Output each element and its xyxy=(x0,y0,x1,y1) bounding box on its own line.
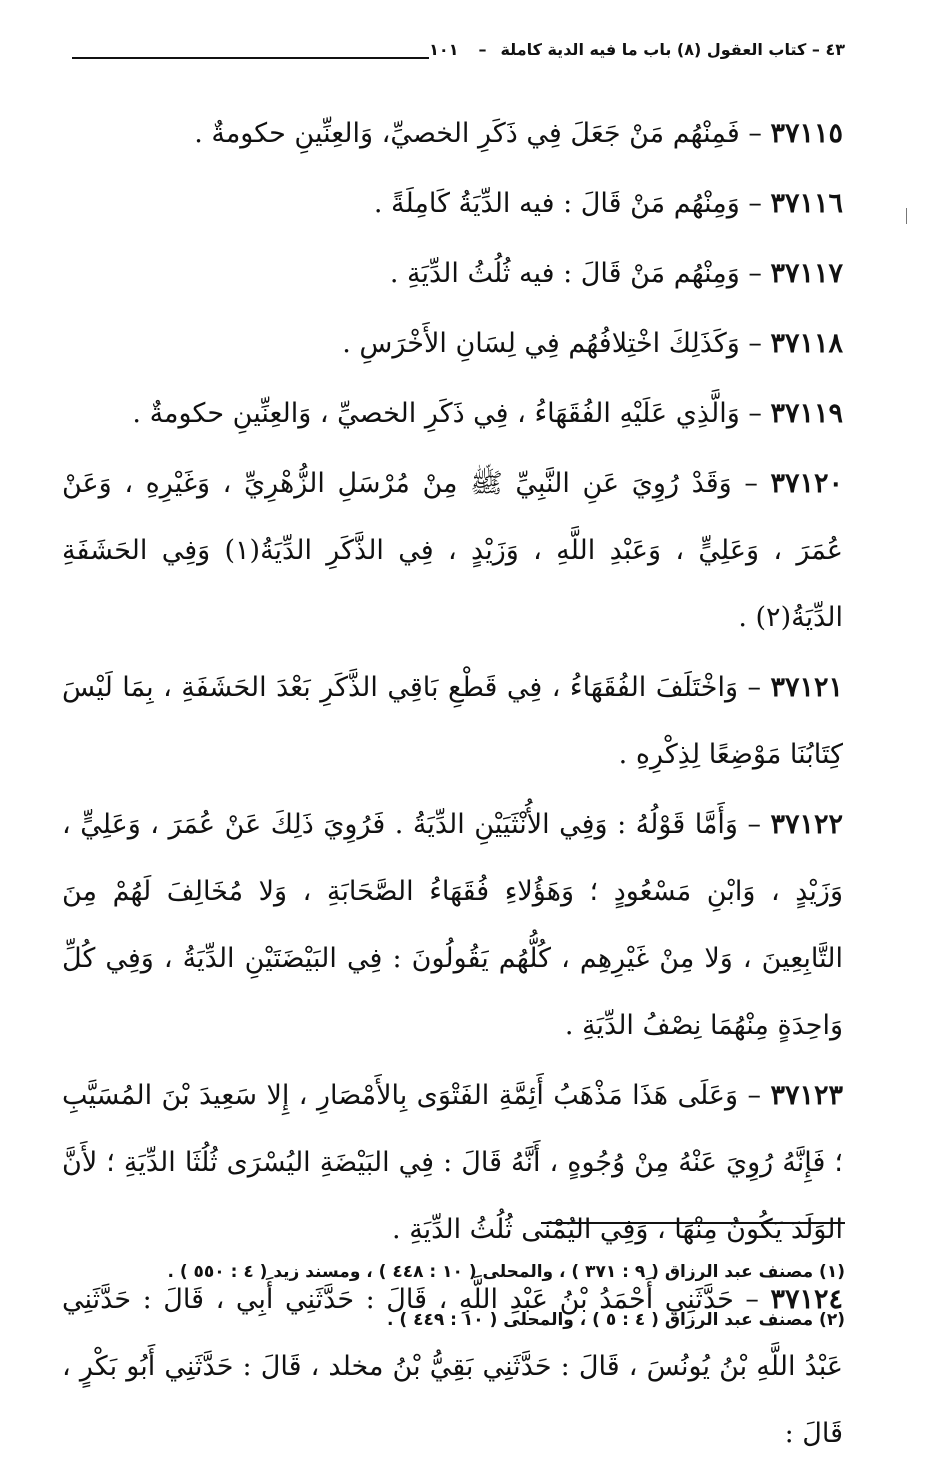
paragraph-text: وَأَمَّا قَوْلُهُ : وَفِي الأُنْثَيَيْنِ الدِّيَةُ . فَرُوِيَ ذَلِكَ عَنْ عُمَرَ ، وَعَلِيٍّ ، وَزَيْدٍ ، وَابْنِ مَسْعُودٍ ؛ وَهَؤُلاءِ فُقَهَاءُ الصَّحَابَةِ ، وَلا مُخَالِفَ لَهُمْ مِنَ التَّابِعِينَ ، وَلا مِنْ غَيْرِهِم ، كُلُّهُم يَقُولُونَ : فِي البَيْضَتَيْنِ الدِّيَةُ ، وَفِي كُلِّ وَاحِدَةٍ مِنْهُمَا نِصْفُ الدِّيَةِ . xyxy=(62,809,843,1041)
paragraph-text: وَمِنْهُم مَنْ قَالَ : فيه ثُلُثُ الدِّيَةِ . xyxy=(389,258,740,289)
paragraph-number: ٣٧١٢٠ xyxy=(770,468,843,499)
paragraph-text: وَعَلَى هَذَا مَذْهَبُ أَئِمَّةِ الفَتْوَى بِالأَمْصَارِ ، إِلا سَعِيدَ بْنَ المُسَيَّبِ ؛ فَإِنَّهُ رُوِيَ عَنْهُ مِنْ وُجُوهٍ ، أَنَّهُ قَالَ : فِي البَيْضَةِ اليُسْرَى ثُلُثَا الدِّيَةِ ؛ لأَنَّ الوَلَدَ يَكُونُ مِنْهَا ، وَفِي اليُمْنَى ثُلُثُ الدِّيَةِ . xyxy=(62,1080,843,1245)
paragraph-number: ٣٧١١٧ xyxy=(770,258,843,289)
paragraph-37119 xyxy=(62,380,843,447)
dash: – xyxy=(744,468,758,499)
dash: – xyxy=(747,1080,762,1111)
paragraph-37117 xyxy=(62,240,843,307)
paragraph-number: ٣٧١٢٢ xyxy=(770,809,843,840)
paragraph-37115 xyxy=(62,100,843,167)
paragraph-37118 xyxy=(62,310,843,377)
header-dash: – xyxy=(478,40,487,59)
footnote-2: (٢) مصنف عبد الرزاق ( ٤ : ٥ ) ، والمحلى ( ١٠ : ٤٤٩ ) . xyxy=(387,1310,845,1330)
paragraph-number: ٣٧١٢١ xyxy=(770,672,843,703)
paragraph-number: ٣٧١٢٤ xyxy=(770,1284,843,1315)
dash: – xyxy=(748,258,762,289)
paragraph-number: ٣٧١١٥ xyxy=(770,118,843,149)
paragraph-text: وَكَذَلِكَ اخْتِلافُهُم فِي لِسَانِ الأَخْرَسِ . xyxy=(342,328,740,359)
header-rule xyxy=(72,57,429,59)
paragraph-37122 xyxy=(62,791,843,1059)
dash: – xyxy=(745,1284,759,1315)
paragraph-text: وَاخْتَلَفَ الفُقَهَاءُ ، فِي قَطْعِ بَاقِي الذَّكَرِ بَعْدَ الحَشَفَةِ ، بِمَا لَيْسَ كِتَابُنَا مَوْضِعًا لِذِكْرِهِ . xyxy=(62,672,843,770)
margin-mark xyxy=(906,208,907,224)
footnote-1: (١) مصنف عبد الرزاق ( ٩ : ٣٧١ ) ، والمحلى ( ١٠ : ٤٤٨ ) ، ومسند زيد ( ٤ : ٥٥٠ ) . xyxy=(167,1262,845,1282)
paragraph-37121 xyxy=(62,654,843,788)
paragraph-number: ٣٧١١٦ xyxy=(770,188,843,219)
paragraph-37123 xyxy=(62,1062,843,1263)
page-number: ١٠١ xyxy=(429,40,459,59)
paragraph-number: ٣٧١١٨ xyxy=(770,328,843,359)
paragraph-text: وَمِنْهُم مَنْ قَالَ : فيه الدِّيَةُ كَامِلَةً . xyxy=(373,188,740,219)
dash: – xyxy=(747,672,761,703)
paragraph-text: وَالَّذِي عَلَيْهِ الفُقَهَاءُ ، فِي ذَكَرِ الخصيِّ ، وَالعِنِّينِ حكومةٌ . xyxy=(132,398,740,429)
running-header xyxy=(62,40,845,59)
paragraph-number: ٣٧١١٩ xyxy=(770,398,843,429)
paragraph-37116 xyxy=(62,170,843,237)
dash: – xyxy=(748,328,762,359)
dash: – xyxy=(748,398,762,429)
chapter-title: ٤٣ – كتاب العقول (٨) باب ما فيه الدية كاملة xyxy=(500,40,845,59)
footnotes xyxy=(62,1248,845,1344)
paragraph-text: فَمِنْهُم مَنْ جَعَلَ فِي ذَكَرِ الخصيِّ، وَالعِنِّينِ حكومةٌ . xyxy=(194,118,740,149)
paragraph-37120 xyxy=(62,450,843,651)
dash: – xyxy=(747,809,761,840)
dash: – xyxy=(748,188,762,219)
paragraph-number: ٣٧١٢٣ xyxy=(770,1080,843,1111)
paragraph-text: حَدَّثَنِي أَحْمَدُ بْنُ عَبْدِ اللَّهِ ، قَالَ : حَدَّثَنِي أَبِي ، قَالَ : حَدَّثَنِي عَبْدُ اللَّهِ بْنُ يُونُسَ ، قَالَ : حَدَّثَنِي بَقِيُّ بْنُ مخلد ، قَالَ : حَدَّثَنِي أَبُو بَكْرٍ ، قَالَ : xyxy=(62,1284,843,1449)
paragraph-text: وَقَدْ رُوِيَ عَنِ النَّبِيِّ ﷺ مِنْ مُرْسَلِ الزُّهْرِيِّ ، وَغَيْرِهِ ، وَعَنْ عُمَرَ ، وَعَلِيٍّ ، وَعَبْدِ اللَّهِ ، وَزَيْدٍ ، فِي الذَّكَرِ الدِّيَةُ(١) وَفِي الحَشَفَةِ الدِّيَةُ(٢) . xyxy=(62,468,843,633)
footnote-rule xyxy=(541,1222,845,1224)
dash: – xyxy=(748,118,762,149)
